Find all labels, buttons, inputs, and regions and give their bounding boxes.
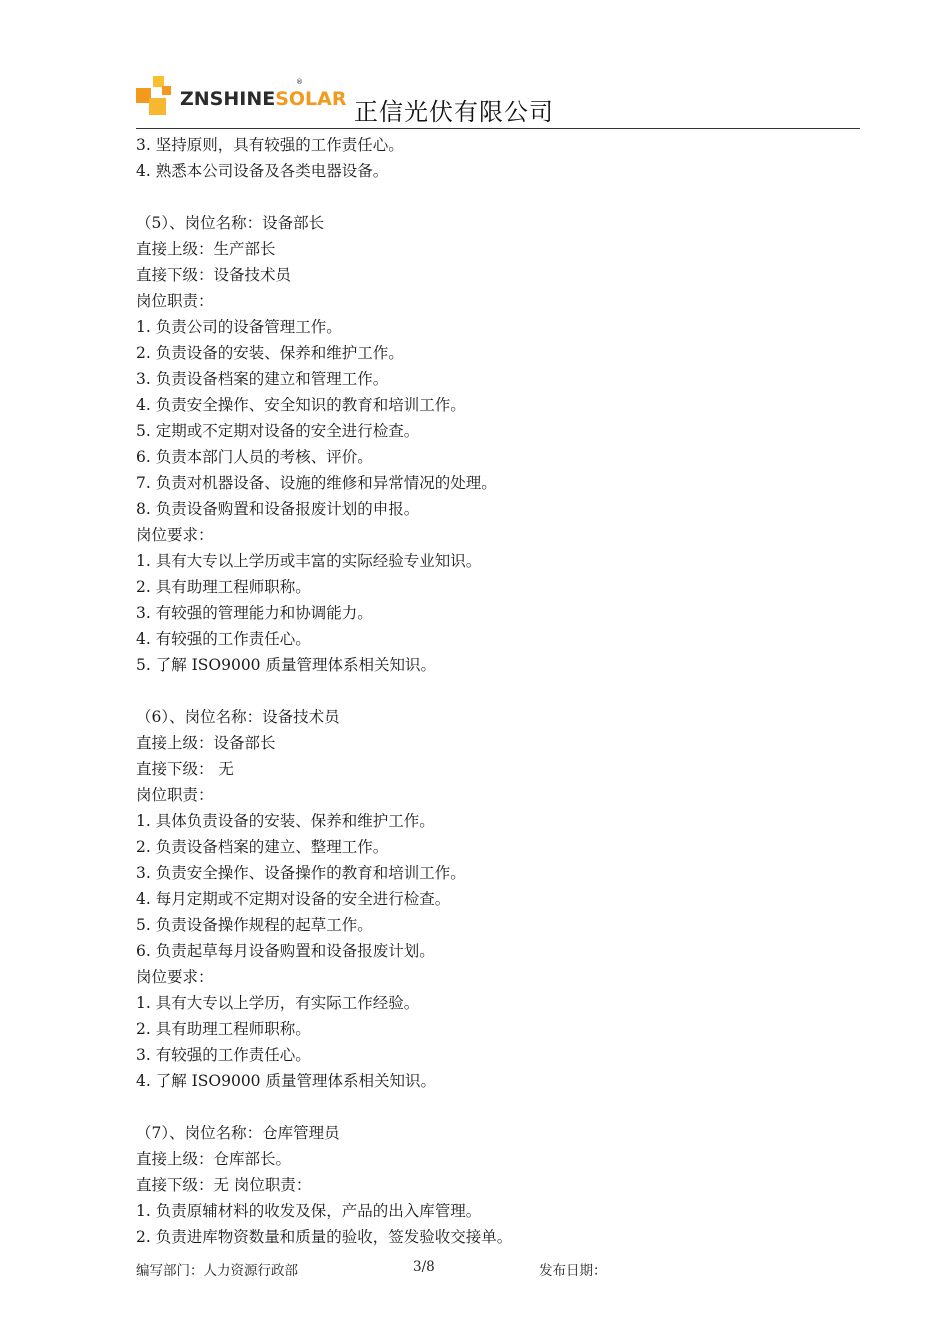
list-item: 1. 具体负责设备的安装、保养和维护工作。 (136, 812, 435, 830)
list-item: 2. 负责进库物资数量和质量的验收，签发验收交接单。 (136, 1228, 513, 1246)
text-line: 4. 熟悉本公司设备及各类电器设备。 (136, 162, 389, 180)
text-line: 直接上级：生产部长 (136, 240, 276, 258)
release-date: 发布日期： (539, 1263, 607, 1279)
list-item: 4. 每月定期或不定期对设备的安全进行检查。 (136, 890, 451, 908)
position-title: （7）、岗位名称：仓库管理员 (136, 1124, 340, 1142)
text-line: 直接上级：仓库部长。 (136, 1150, 292, 1168)
text-line: 直接下级：设备技术员 (136, 266, 292, 284)
list-item: 4. 了解 ISO9000 质量管理体系相关知识。 (136, 1072, 436, 1090)
list-item: 3. 有较强的管理能力和协调能力。 (136, 604, 373, 622)
list-item: 1. 具有大专以上学历，有实际工作经验。 (136, 994, 420, 1012)
svg-text:ZNSHINESOLAR: ZNSHINESOLAR (180, 88, 347, 110)
list-item: 3. 负责设备档案的建立和管理工作。 (136, 370, 389, 388)
position-title: （5）、岗位名称：设备部长 (136, 214, 325, 232)
section-heading: 岗位职责： (136, 786, 214, 804)
list-item: 5. 定期或不定期对设备的安全进行检查。 (136, 422, 420, 440)
list-item: 5. 负责设备操作规程的起草工作。 (136, 916, 373, 934)
list-item: 2. 具有助理工程师职称。 (136, 578, 311, 596)
svg-text:®: ® (296, 78, 303, 86)
list-item: 6. 负责起草每月设备购置和设备报废计划。 (136, 942, 435, 960)
znshine-solar-logo (136, 72, 347, 118)
list-item: 1. 负责公司的设备管理工作。 (136, 318, 342, 336)
text-line: 直接上级：设备部长 (136, 734, 276, 752)
text-line: 3. 坚持原则，具有较强的工作责任心。 (136, 136, 404, 154)
footer-department: 编写部门：人力资源行政部 (136, 1263, 298, 1279)
text-line: 直接下级： 无 (136, 760, 234, 778)
document-body (136, 132, 860, 1250)
section-heading: 岗位职责： (136, 292, 214, 310)
blank-line (136, 1094, 860, 1120)
list-item: 4. 负责安全操作、安全知识的教育和培训工作。 (136, 396, 466, 414)
list-item: 2. 负责设备档案的建立、整理工作。 (136, 838, 389, 856)
position-title: （6）、岗位名称：设备技术员 (136, 708, 340, 726)
list-item: 6. 负责本部门人员的考核、评价。 (136, 448, 373, 466)
list-item: 8. 负责设备购置和设备报废计划的申报。 (136, 500, 420, 518)
company-name: 正信光伏有限公司 (354, 98, 554, 126)
page-header (136, 70, 860, 129)
blank-line (136, 184, 860, 210)
list-item: 1. 负责原辅材料的收发及保，产品的出入库管理。 (136, 1202, 482, 1220)
list-item: 5. 了解 ISO9000 质量管理体系相关知识。 (136, 656, 436, 674)
list-item: 7. 负责对机器设备、设施的维修和异常情况的处理。 (136, 474, 497, 492)
text-line: 直接下级：无 岗位职责： (136, 1176, 312, 1194)
section-heading: 岗位要求： (136, 968, 214, 986)
section-heading: 岗位要求： (136, 526, 214, 544)
list-item: 1. 具有大专以上学历或丰富的实际经验专业知识。 (136, 552, 482, 570)
list-item: 4. 有较强的工作责任心。 (136, 630, 311, 648)
list-item: 3. 有较强的工作责任心。 (136, 1046, 311, 1064)
page-footer (136, 1259, 860, 1279)
list-item: 2. 具有助理工程师职称。 (136, 1020, 311, 1038)
list-item: 3. 负责安全操作、设备操作的教育和培训工作。 (136, 864, 466, 882)
page-number: 3/8 (413, 1259, 435, 1275)
list-item: 2. 负责设备的安装、保养和维护工作。 (136, 344, 404, 362)
blank-line (136, 678, 860, 704)
